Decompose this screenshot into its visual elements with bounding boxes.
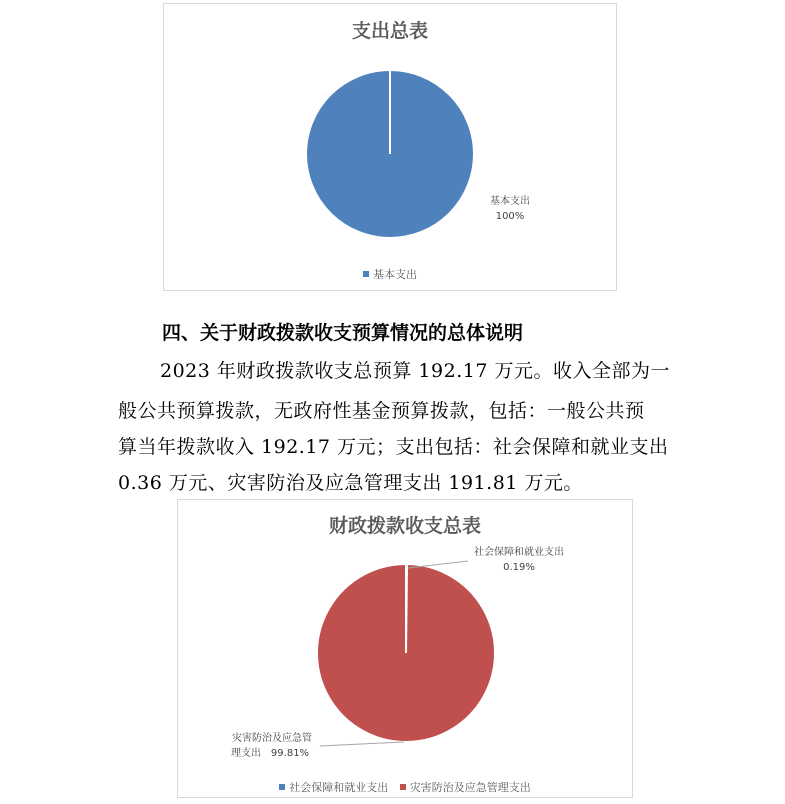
leader-line: [320, 742, 404, 746]
data-label-name: 灾害防治及应急管: [232, 733, 312, 744]
legend-swatch: [400, 784, 406, 790]
section-heading: 四、关于财政拨款收支预算情况的总体说明: [162, 322, 524, 344]
chart-title: 支出总表: [351, 20, 428, 42]
chart-title: 财政拨款收支总表: [328, 515, 481, 537]
chart-legend: [164, 266, 616, 282]
body-text-line: 2023 年财政拨款收支总预算 192.17 万元。收入全部为一: [160, 360, 670, 382]
data-label-name: 基本支出: [490, 196, 530, 207]
chart-legend: [178, 779, 632, 795]
legend-swatch: [363, 271, 369, 277]
data-label-name: 社会保障和就业支出: [474, 547, 564, 558]
legend-swatch: [279, 784, 285, 790]
chart-fiscal-appropriation-summary: [177, 499, 633, 798]
legend-label: 灾害防治及应急管理支出: [409, 781, 531, 794]
chart-expenditure-summary: [163, 3, 617, 291]
body-text-line: 般公共预算拨款，无政府性基金预算拨款，包括：一般公共预: [118, 400, 645, 422]
legend-label: 基本支出: [373, 268, 417, 281]
legend-item: [363, 266, 417, 282]
legend-item: [279, 779, 388, 795]
body-text-line: 0.36 万元、灾害防治及应急管理支出 191.81 万元。: [118, 472, 583, 494]
legend-label: 社会保障和就业支出: [289, 781, 389, 794]
pie-chart-svg: [164, 4, 618, 292]
data-label-value: 0.19%: [503, 562, 535, 573]
data-label-value: 99.81%: [270, 748, 310, 759]
data-label-name: 理支出: [231, 748, 261, 759]
data-label-value: 100%: [495, 211, 525, 222]
pie-chart-svg: [178, 500, 634, 799]
legend-item: [400, 779, 531, 795]
body-text-line: 算当年拨款收入 192.17 万元；支出包括：社会保障和就业支出: [118, 436, 669, 458]
